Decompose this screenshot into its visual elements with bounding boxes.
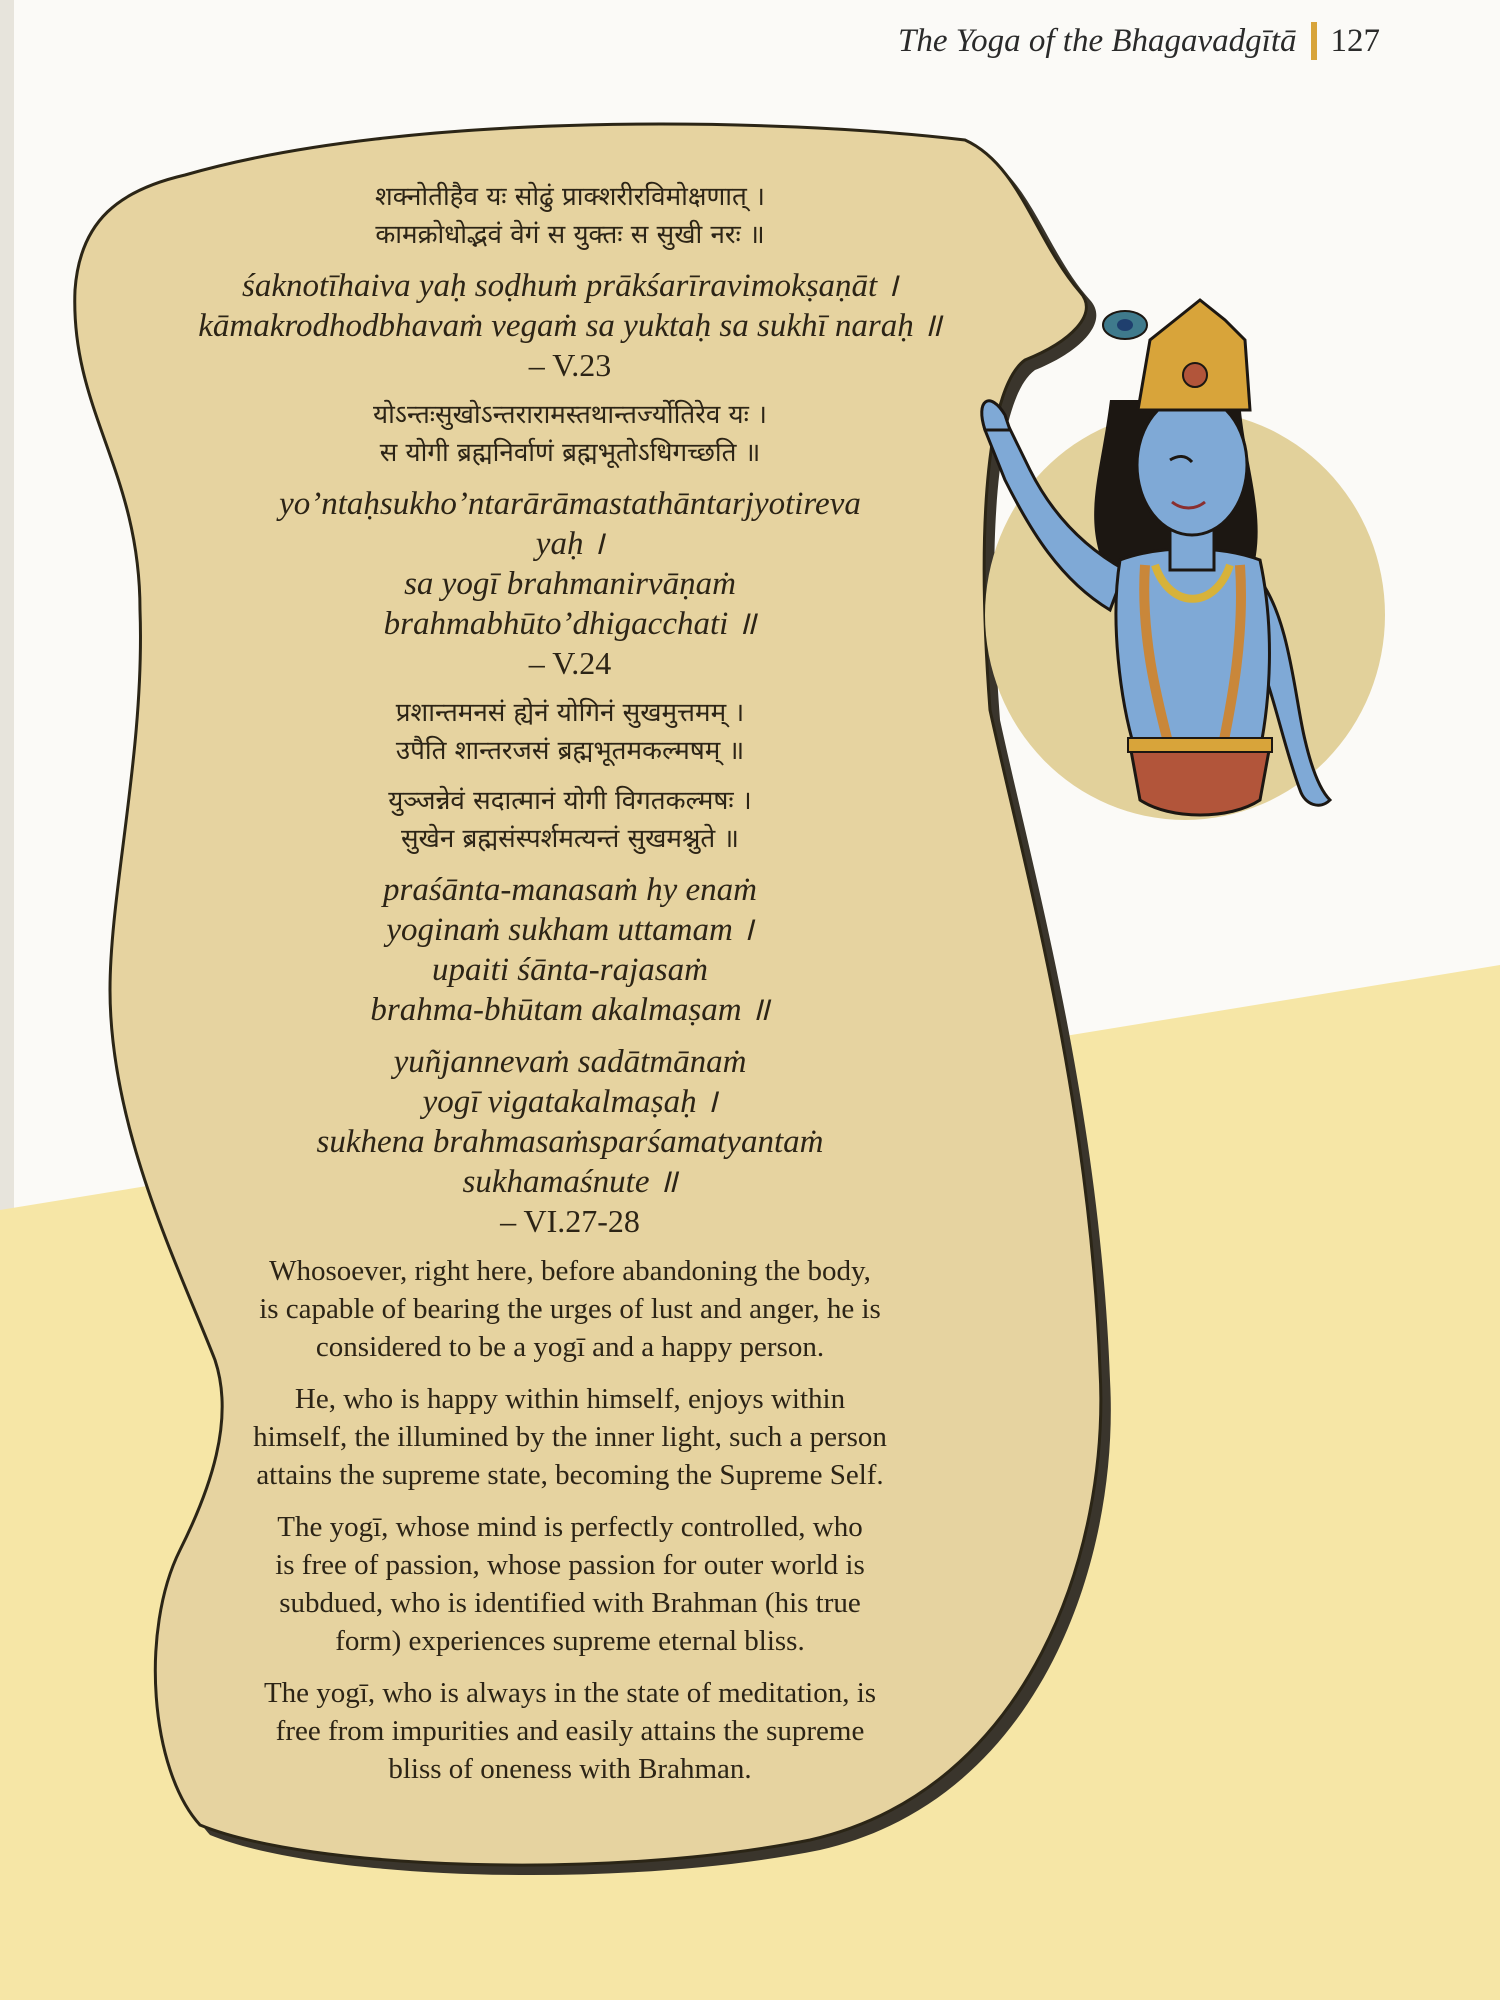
verse-reference: – VI.27-28 bbox=[500, 1203, 640, 1239]
transliteration-v23 bbox=[150, 266, 990, 384]
sanskrit-verse-v23 bbox=[150, 178, 990, 254]
verse-line: sukhena brahmasaṁsparśamatyantaṁ bbox=[316, 1124, 824, 1160]
verse-line: śaknotīhaiva yaḥ soḍhuṁ prākśarīravimokṣaṇāt । bbox=[242, 268, 898, 304]
verse-line: योऽन्तःसुखोऽन्तरारामस्तथान्तर्ज्योतिरेव यः । bbox=[372, 400, 768, 430]
verse-line: स योगी ब्रह्मनिर्वाणं ब्रह्मभूतोऽधिगच्छति ॥ bbox=[379, 438, 761, 468]
verse-line: brahmabhūto’dhigacchati ॥ bbox=[383, 606, 757, 642]
translation-paragraph: The yogī, who is always in the state of meditation, is free from impurities and easily attains the supreme bliss of oneness with Brahman. bbox=[263, 1677, 877, 1785]
verse-line: उपैति शान्तरजसं ब्रह्मभूतमकल्मषम् ॥ bbox=[395, 736, 745, 766]
translation-paragraph: Whosoever, right here, before abandoning the body, is capable of bearing the urges of lust and anger, he is considered to be a yogī and a happy person. bbox=[259, 1255, 881, 1363]
verse-line: yo’ntaḥsukho’ntarārāmastathāntarjyotireva bbox=[279, 486, 861, 522]
sanskrit-verse-v24 bbox=[150, 396, 990, 472]
book-title: The Yoga of the Bhagavadgītā bbox=[898, 22, 1297, 59]
verse-line: brahma-bhūtam akalmaṣam ॥ bbox=[370, 992, 770, 1028]
verse-line: sa yogī brahmanirvāṇaṁ bbox=[404, 566, 736, 602]
verse-line: upaiti śānta-rajasaṁ bbox=[432, 952, 708, 988]
verse-line: yoginaṁ sukham uttamam । bbox=[386, 912, 754, 948]
krishna-illustration bbox=[960, 280, 1390, 840]
verse-line: युञ्जन्नेवं सदात्मानं योगी विगतकल्मषः । bbox=[388, 786, 752, 816]
verse-content bbox=[150, 178, 990, 1802]
verse-line: sukhamaśnute ॥ bbox=[462, 1164, 678, 1200]
page-number: 127 bbox=[1330, 22, 1380, 59]
verse-line: प्रशान्तमनसं ह्येनं योगिनं सुखमुत्तमम् । bbox=[395, 698, 745, 728]
header-divider bbox=[1311, 22, 1317, 60]
running-header bbox=[898, 22, 1380, 60]
verse-line: सुखेन ब्रह्मसंस्पर्शमत्यन्तं सुखमश्नुते ॥ bbox=[400, 824, 740, 854]
translation-paragraph: He, who is happy within himself, enjoys within himself, the illumined by the inner light, such a person attains the supreme state, becoming the Supreme Self. bbox=[253, 1383, 887, 1491]
transliteration-vi27 bbox=[150, 870, 990, 1030]
transliteration-vi28 bbox=[150, 1042, 990, 1240]
transliteration-v24 bbox=[150, 484, 990, 682]
verse-line: yuñjannevaṁ sadātmānaṁ bbox=[393, 1044, 747, 1080]
verse-reference: – V.24 bbox=[528, 645, 612, 681]
sanskrit-verse-vi28 bbox=[150, 782, 990, 858]
verse-line: kāmakrodhodbhavaṁ vegaṁ sa yuktaḥ sa sukhī naraḥ ॥ bbox=[198, 308, 942, 344]
verse-line: praśānta-manasaṁ hy enaṁ bbox=[383, 872, 757, 908]
translation-paragraph: The yogī, whose mind is perfectly controlled, who is free of passion, whose passion for outer world is subdued, who is identified with Brahman (his true form) experiences supreme eternal bliss. bbox=[275, 1511, 865, 1657]
verse-line: yaḥ । bbox=[535, 526, 605, 562]
sanskrit-verse-vi27 bbox=[150, 694, 990, 770]
verse-line: शक्नोतीहैव यः सोढुं प्राक्शरीरविमोक्षणात् । bbox=[375, 182, 765, 212]
verse-reference: – V.23 bbox=[528, 347, 612, 383]
verse-line: कामक्रोधोद्भवं वेगं स युक्तः स सुखी नरः ॥ bbox=[375, 220, 765, 250]
verse-line: yogī vigatakalmaṣaḥ । bbox=[422, 1084, 718, 1120]
